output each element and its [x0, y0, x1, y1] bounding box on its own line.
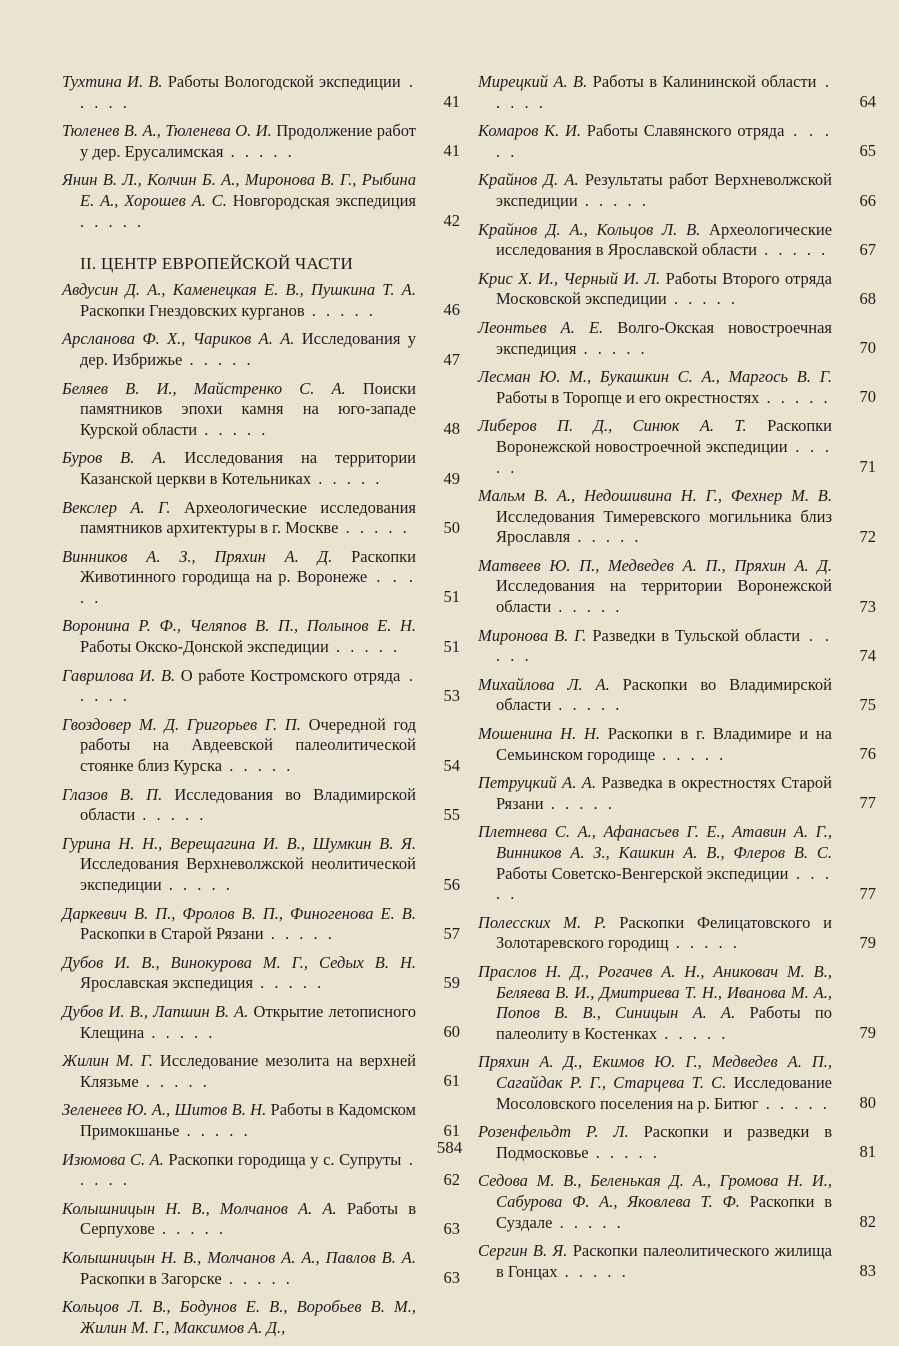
section-heading: II. ЦЕНТР ЕВРОПЕЙСКОЙ ЧАСТИ: [80, 254, 354, 274]
entry-page-number: 54: [443, 755, 460, 775]
toc-entry: [62, 329, 460, 370]
entry-authors: Глазов В. П.: [62, 784, 163, 804]
dot-leader: . . . . .: [668, 933, 740, 953]
dot-leader: . . . . .: [496, 625, 833, 666]
entry-title: Раскопки в г. Владимире и на Семьинском городище: [496, 724, 832, 764]
entry-authors: Мошенина Н. Н.: [478, 724, 601, 744]
entry-title: Поиски памятников эпохи камня на юго-западе Курской области: [80, 378, 416, 439]
entry-text: [478, 318, 832, 359]
entry-text: [478, 1052, 832, 1114]
entry-text: [62, 379, 416, 441]
entry-title: Разведка в окрестностях Старой Рязани: [496, 773, 832, 813]
entry-authors: Розенфельдт Р. Л.: [478, 1122, 629, 1142]
entry-text: [478, 626, 832, 667]
dot-leader: . . . . .: [588, 1142, 660, 1162]
entry-title: Раскопки Гнездовских курганов: [80, 300, 305, 320]
entry-title: Исследования Тимеревского могильника близ Ярославля: [496, 506, 832, 547]
entry-title: Результаты работ Верхневолжской экспедиции: [496, 170, 832, 210]
entry-authors: Миронова В. Г.: [478, 625, 587, 645]
dot-leader: . . . . .: [311, 468, 383, 488]
entry-page-number: 53: [443, 685, 460, 705]
entry-page-number: 81: [859, 1142, 876, 1162]
entry-page-number: 70: [859, 387, 876, 407]
dot-leader: . . . . .: [80, 567, 416, 607]
entry-authors: Крайнов Д. А.: [478, 170, 579, 190]
entry-title: Раскопки Воронежской новостроечной экспедиции: [496, 416, 832, 456]
dot-leader: . . . . .: [154, 1219, 226, 1239]
toc-entry: [478, 72, 876, 113]
entry-page-number: 73: [859, 596, 876, 616]
entry-page-number: 63: [443, 1218, 460, 1238]
entry-text: [62, 72, 416, 113]
entry-title: Работы Второго отряда Московской экспедиции: [496, 268, 832, 309]
toc-entry: [478, 416, 876, 478]
toc-entry: [62, 498, 460, 539]
entry-page-number: 41: [443, 92, 460, 112]
entry-title: Раскопки в Старой Рязани: [80, 924, 264, 944]
entry-title: Раскопки городища у с. Супруты: [168, 1149, 402, 1169]
toc-entry: [62, 72, 460, 113]
entry-title: Работы в Серпухове: [80, 1198, 417, 1239]
entry-authors: Мирецкий А. В.: [478, 72, 588, 91]
entry-title: Раскопки в Суздале: [496, 1191, 833, 1232]
entry-page-number: 76: [859, 744, 876, 764]
dot-leader: . . . . .: [80, 211, 145, 231]
dot-leader: . . . . .: [338, 518, 410, 538]
entry-page-number: 61: [443, 1071, 460, 1091]
entry-authors: Янин В. Л., Колчин Б. А., Миронова В. Г., Рыбина Е. А., Хорошев А. С.: [62, 170, 416, 210]
entry-title: Работы Славянского отряда: [586, 121, 785, 141]
entry-authors: Михайлова Л. А.: [478, 674, 610, 694]
toc-entry: [62, 1248, 460, 1289]
dot-leader: . . . . .: [263, 924, 335, 944]
entry-title: Исследование Мосоловского поселения на р. Битюг: [496, 1072, 832, 1113]
dot-leader: . . . . .: [144, 1022, 216, 1042]
toc-entry: [62, 280, 460, 321]
dot-leader: . . . . .: [759, 387, 831, 407]
entry-title: Работы Советско-Венгерской экспедиции: [496, 863, 789, 883]
entry-text: [62, 448, 416, 489]
entry-authors: Дубов И. В., Лапшин В. А.: [62, 1001, 249, 1021]
entry-title: Раскопки в Загорске: [80, 1268, 222, 1288]
entry-page-number: 66: [859, 190, 876, 210]
toc-entry: [62, 904, 460, 945]
entry-text: [62, 834, 416, 896]
entry-text: [62, 666, 416, 707]
dot-leader: . . . . .: [179, 1120, 251, 1140]
dot-leader: . . . . .: [576, 338, 648, 358]
entry-authors: Винников А. З., Пряхин А. Д.: [62, 546, 333, 566]
entry-authors: Сергин В. Я.: [478, 1241, 568, 1261]
toc-entry: [62, 1199, 460, 1240]
entry-page-number: 64: [859, 92, 876, 112]
entry-title: Раскопки Фелицатовского и Золотаревского городищ: [496, 912, 833, 953]
toc-entry: [478, 773, 876, 814]
entry-text: [478, 1171, 832, 1233]
entry-page-number: 59: [443, 972, 460, 992]
entry-page-number: 72: [859, 526, 876, 546]
dot-leader: . . . . .: [496, 436, 833, 477]
entry-page-number: 67: [859, 239, 876, 259]
entry-text: [62, 1051, 416, 1092]
toc-entry: [478, 556, 876, 618]
entry-text: [62, 904, 416, 945]
entry-title: Исследования на территории Казанской церкви в Котельниках: [80, 448, 417, 488]
entry-authors: Изюмова С. А.: [62, 1149, 164, 1169]
entry-page-number: 57: [443, 923, 460, 943]
entry-text: [478, 962, 832, 1044]
entry-page-number: 79: [859, 932, 876, 952]
entry-authors: Крис Х. И., Черный И. Л.: [478, 268, 661, 288]
right-column: [478, 72, 876, 1290]
dot-leader: . . . . .: [666, 289, 738, 309]
entry-title: О работе Костромского отряда: [180, 665, 401, 685]
entry-title: Работы Вологодской экспедиции: [167, 72, 401, 91]
dot-leader: . . . . .: [757, 240, 829, 260]
entry-title: Исследования Верхневолжской неолитической экспедиции: [80, 854, 416, 894]
dot-leader: . . . . .: [221, 1268, 293, 1288]
entry-authors: Тюленев В. А., Тюленева О. И.: [62, 121, 272, 141]
toc-entry: [62, 1100, 460, 1141]
entry-title: Работы Окско-Донской экспедиции: [80, 637, 329, 657]
dot-leader: . . . . .: [135, 805, 207, 825]
entry-authors: Воронина Р. Ф., Челяпов В. П., Полынов Е. Н.: [62, 616, 416, 636]
dot-leader: . . . . .: [80, 72, 416, 112]
entry-page-number: 41: [443, 141, 460, 161]
dot-leader: . . . . .: [138, 1071, 210, 1091]
entry-title: Ярославская экспедиция: [80, 973, 254, 993]
entry-page-number: 46: [443, 300, 460, 320]
toc-entry: [62, 953, 460, 994]
dot-leader: . . . . .: [253, 973, 325, 993]
dot-leader: . . . . .: [577, 190, 649, 210]
entry-page-number: 68: [859, 288, 876, 308]
entry-title: Раскопки Животинного городища на р. Воронеже: [80, 546, 416, 587]
entry-text: [62, 1199, 416, 1240]
entry-text: [62, 498, 416, 539]
entry-title: Исследования на территории Воронежской области: [496, 576, 832, 617]
entry-text: [478, 121, 832, 162]
entry-authors: Пряхин А. Д., Екимов Ю. Г., Медведев А. П., Сагайдак Р. Г., Старцева Т. С.: [478, 1052, 832, 1092]
entry-text: [478, 773, 832, 814]
entry-authors: Колышницын Н. В., Молчанов А. А., Павлов В. А.: [62, 1247, 416, 1267]
entry-authors: Праслов Н. Д., Рогачев А. Н., Аниковач М. В., Беляева В. И., Дмитриева Т. Н., Иванова М. А., Попов В. В., Синицын А. А.: [478, 961, 832, 1023]
entry-page-number: 75: [859, 695, 876, 715]
toc-entry: [62, 1051, 460, 1092]
dot-leader: . . . . .: [223, 141, 295, 161]
entry-title: Работы в Кадомском Примокшанье: [80, 1100, 416, 1140]
entry-page-number: 77: [859, 883, 876, 903]
toc-entry: [62, 715, 460, 777]
entry-text: [478, 416, 832, 478]
toc-entry: [62, 170, 460, 232]
entry-authors: Лесман Ю. М., Букашкин С. А., Маргось В. Г.: [478, 367, 832, 387]
entry-text: [62, 547, 416, 609]
dot-leader: . . . . .: [304, 300, 376, 320]
entry-authors: Даркевич В. П., Фролов В. П., Финогенова Е. В.: [62, 903, 416, 923]
entry-authors: Седова М. В., Беленькая Д. А., Громова Н. И., Сабурова Ф. А., Яковлева Т. Ф.: [478, 1171, 832, 1211]
toc-entry: [478, 822, 876, 904]
entry-page-number: 79: [859, 1023, 876, 1043]
entry-list-top: [62, 72, 460, 232]
entry-text: [478, 269, 832, 310]
toc-entry: [478, 1171, 876, 1233]
entry-title: Продолжение работ у дер. Ерусалимская: [80, 121, 416, 161]
entry-page-number: 48: [443, 419, 460, 439]
entry-text: [62, 616, 416, 657]
entry-title: Археологические исследования в Ярославской области: [496, 219, 833, 260]
entry-authors: Петруцкий А. А.: [478, 773, 596, 793]
entry-text: [478, 72, 832, 113]
entry-text: [62, 280, 416, 321]
dot-leader: . . . . .: [655, 744, 727, 764]
page-number: 584: [436, 1138, 463, 1157]
entry-authors: Гурина Н. Н., Верещагина И. В., Шумкин В. Я.: [62, 833, 416, 853]
entry-text: [62, 785, 416, 826]
entry-text: [478, 367, 832, 408]
entry-list-right: [478, 72, 876, 1282]
toc-entry: [478, 121, 876, 162]
toc-entry: [62, 834, 460, 896]
toc-entry: [62, 448, 460, 489]
entry-page-number: 51: [443, 636, 460, 656]
entry-text: [62, 1248, 416, 1289]
dot-leader: . . . . .: [570, 527, 642, 547]
dot-leader: . . . . .: [496, 863, 833, 904]
entry-page-number: 49: [443, 468, 460, 488]
entry-authors: Жилин М. Г.: [62, 1051, 153, 1071]
entry-page-number: 80: [859, 1093, 876, 1113]
entry-authors: Буров В. А.: [62, 448, 167, 468]
toc-entry: [478, 675, 876, 716]
entry-page-number: 70: [859, 338, 876, 358]
entry-text: [62, 1297, 416, 1338]
entry-page-number: 77: [859, 793, 876, 813]
entry-list-center-section: [62, 280, 460, 1338]
entry-title: Работы по палеолиту в Костенках: [496, 1003, 833, 1043]
entry-page-number: 60: [443, 1022, 460, 1042]
entry-authors: Гвоздовер М. Д. Григорьев Г. П.: [62, 714, 301, 734]
entry-authors: Либеров П. Д., Синюк А. Т.: [478, 416, 747, 436]
toc-entry: [62, 1002, 460, 1043]
toc-entry: [478, 367, 876, 408]
entry-title: Работы в Калининской области: [592, 72, 817, 91]
entry-authors: Авдусин Д. А., Каменецкая Е. В., Пушкина Т. А.: [62, 280, 416, 300]
entry-page-number: 65: [859, 141, 876, 161]
toc-entry: [478, 913, 876, 954]
entry-page-number: 56: [443, 874, 460, 894]
entry-title: Исследования у дер. Избрижье: [80, 329, 416, 369]
entry-title: Волго-Окская новостроечная экспедиция: [496, 317, 832, 358]
entry-text: [478, 220, 832, 261]
toc-entry: [62, 666, 460, 707]
entry-authors: Дубов И. В., Винокурова М. Г., Седых В. Н.: [62, 952, 416, 972]
entry-title: Исследования во Владимирской области: [80, 784, 417, 825]
entry-authors: Крайнов Д. А., Кольцов Л. В.: [478, 219, 701, 239]
dot-leader: . . . . .: [657, 1023, 729, 1043]
entry-text: [62, 121, 416, 162]
dot-leader: . . . . .: [496, 121, 833, 161]
entry-title: Раскопки палеолитического жилища в Гонцах: [496, 1241, 832, 1281]
entry-title: Очередной год работы на Авдеевской палеолитической стоянке близ Курска: [80, 714, 416, 776]
entry-text: [478, 486, 832, 548]
entry-page-number: 63: [443, 1268, 460, 1288]
toc-entry: [62, 785, 460, 826]
entry-authors: Матвеев Ю. П., Медведев А. П., Пряхин А. Д.: [478, 555, 832, 575]
entry-text: [62, 1002, 416, 1043]
dot-leader: . . . . .: [496, 72, 832, 112]
entry-text: [478, 913, 832, 954]
entry-page-number: 61: [443, 1120, 460, 1140]
entry-title: Разведки в Тульской области: [592, 625, 801, 645]
entry-title: Раскопки и разведки в Подмосковье: [496, 1122, 833, 1162]
entry-page-number: 83: [859, 1261, 876, 1281]
entry-authors: Мальм В. А., Недошивина Н. Г., Фехнер М. В.: [478, 486, 832, 506]
dot-leader: . . . . .: [557, 1261, 629, 1281]
entry-page-number: 74: [859, 645, 876, 665]
entry-text: [62, 1100, 416, 1141]
toc-entry: [478, 269, 876, 310]
entry-title: Раскопки во Владимирской области: [496, 674, 833, 715]
dot-leader: . . . . .: [551, 597, 623, 617]
toc-entry: [62, 616, 460, 657]
entry-title: Открытие летописного Клещина: [80, 1001, 416, 1042]
dot-leader: . . . . .: [551, 695, 623, 715]
toc-entry: [62, 379, 460, 441]
entry-page-number: 62: [443, 1169, 460, 1189]
dot-leader: . . . . .: [328, 637, 401, 657]
dot-leader: . . . . .: [182, 349, 254, 369]
entry-text: [62, 715, 416, 777]
toc-entry: [478, 318, 876, 359]
entry-authors: Векслер А. Г.: [62, 497, 171, 517]
toc-entry: [62, 547, 460, 609]
entry-page-number: 82: [859, 1212, 876, 1232]
entry-authors: Арсланова Ф. Х., Чариков А. А.: [62, 329, 295, 349]
toc-entry: [62, 1297, 460, 1338]
dot-leader: . . . . .: [543, 793, 615, 813]
toc-entry: [478, 486, 876, 548]
entry-text: [62, 953, 416, 994]
entry-text: [478, 822, 832, 904]
entry-authors: Комаров К. И.: [478, 121, 582, 141]
entry-page-number: 55: [443, 804, 460, 824]
toc-entry: [478, 1052, 876, 1114]
toc-entry: [478, 962, 876, 1044]
entry-text: [62, 170, 416, 232]
entry-title: Работы в Торопце и его окрестностях: [496, 387, 760, 407]
entry-text: [478, 675, 832, 716]
toc-entry: [478, 170, 876, 211]
entry-authors: Плетнева С. А., Афанасьев Г. Е., Атавин А. Г., Винников А. З., Кашкин А. В., Флеров В. С.: [478, 822, 832, 862]
entry-text: [62, 329, 416, 370]
entry-authors: Леонтьев А. Е.: [478, 317, 604, 337]
toc-entry: [62, 121, 460, 162]
entry-title: Исследование мезолита на верхней Клязьме: [80, 1051, 416, 1091]
toc-entry: [478, 626, 876, 667]
dot-leader: . . . . .: [222, 756, 294, 776]
entry-title: Археологические исследования памятников архитектуры в г. Москве: [80, 497, 417, 538]
toc-entry: [478, 724, 876, 765]
entry-page-number: 51: [443, 587, 460, 607]
dot-leader: . . . . .: [161, 875, 233, 894]
dot-leader: . . . . .: [758, 1093, 830, 1113]
entry-page-number: 50: [443, 517, 460, 537]
dot-leader: . . . . .: [80, 665, 417, 706]
entry-page-number: 71: [859, 457, 876, 477]
dot-leader: . . . . .: [197, 419, 269, 439]
entry-authors: Колышницын Н. В., Молчанов А. А.: [62, 1198, 337, 1218]
entry-text: [478, 724, 832, 765]
entry-authors: Полесских М. Р.: [478, 912, 607, 932]
entry-text: [478, 170, 832, 211]
dot-leader: . . . . .: [80, 1149, 417, 1190]
entry-page-number: 42: [443, 211, 460, 231]
dot-leader: . . . . .: [552, 1212, 624, 1232]
entry-authors: Беляев В. И., Майстренко С. А.: [62, 378, 346, 398]
entry-title: Новгородская экспедиция: [232, 190, 417, 210]
entry-authors: Кольцов Л. В., Бодунов Е. В., Воробьев В. М., Жилин М. Г., Максимов А. Д.,: [62, 1297, 416, 1337]
entry-text: [478, 1241, 832, 1282]
entry-text: [478, 556, 832, 618]
entry-authors: Гаврилова И. В.: [62, 665, 176, 685]
entry-authors: Тухтина И. В.: [62, 72, 163, 91]
toc-entry: [478, 1241, 876, 1282]
toc-entry: [478, 220, 876, 261]
entry-authors: Зеленеев Ю. А., Шитов В. Н.: [62, 1100, 267, 1120]
entry-page-number: 47: [443, 349, 460, 369]
